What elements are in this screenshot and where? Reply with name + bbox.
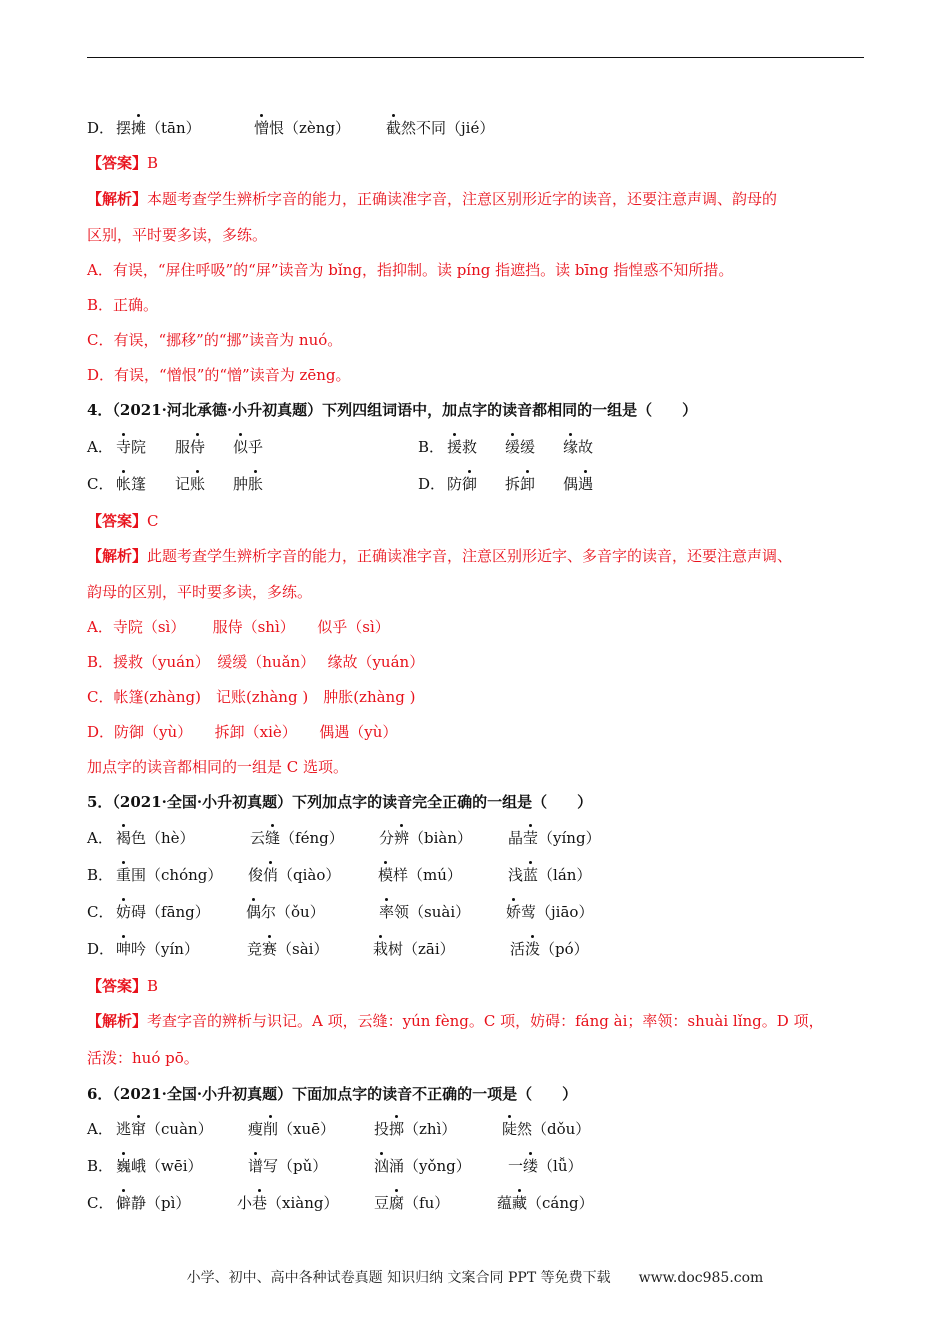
word-text: 云 xyxy=(250,829,266,847)
word-text: 然不同（jié） xyxy=(401,119,495,137)
word-text: 恨（zèng） xyxy=(269,119,351,137)
emphasized-character: 似 xyxy=(233,438,249,456)
q6-option-c-word xyxy=(497,1192,594,1213)
word-text: 树（zāi） xyxy=(388,940,455,958)
q5-option-d-label: D． xyxy=(87,940,115,958)
emphasized-character: 截 xyxy=(386,119,402,137)
word-text: 尔（ǒu） xyxy=(261,903,325,921)
q4-conclusion: 加点字的读音都相同的一组是 C 选项。 xyxy=(87,758,349,776)
word-text: 碍（fāng） xyxy=(131,903,210,921)
emphasized-character: 重 xyxy=(116,866,132,884)
word-text: 摆 xyxy=(116,119,132,137)
q5-option-a-word xyxy=(250,827,344,848)
emphasized-character: 帐 xyxy=(116,475,132,493)
emphasized-character: 遇 xyxy=(578,475,594,493)
word-text: 晶 xyxy=(508,829,524,847)
word-text: 缓 xyxy=(520,438,536,456)
word-text: （fu） xyxy=(404,1194,450,1212)
q4-analysis-c: C．帐篷(zhàng) 记账(zhàng ) 肿胀(zhàng ) xyxy=(87,688,416,706)
emphasized-character: 寺 xyxy=(116,438,132,456)
emphasized-character: 窜 xyxy=(131,1120,147,1138)
q3-analysis-a: A．有误，“屏住呼吸”的“屏”读音为 bǐng，指抑制。读 píng 指遮挡。读 bīng 指惶惑不知所措。 xyxy=(87,261,734,279)
q5-option-b-label: B． xyxy=(87,866,114,884)
q6-option-c-word xyxy=(374,1192,449,1213)
q4-option-c-label: C． xyxy=(87,475,114,493)
q6-option-b-word xyxy=(248,1155,327,1176)
word-text: 救 xyxy=(462,438,478,456)
emphasized-character: 僻 xyxy=(116,1194,132,1212)
emphasized-character: 陡 xyxy=(502,1120,518,1138)
emphasized-character: 巍 xyxy=(116,1157,132,1175)
q5-option-c-word xyxy=(246,901,325,922)
q5-option-d-word xyxy=(373,938,455,959)
word-text: 写（pǔ） xyxy=(263,1157,328,1175)
emphasized-character: 汹 xyxy=(374,1157,390,1175)
word-text: 院 xyxy=(131,438,147,456)
q5-analysis-line-1: 【解析】考查字音的辨析与识记。A 项，云缝：yún fèng。C 项，妨碍：fáng ài；率领：shuài lǐng。D 项， xyxy=(87,1012,824,1030)
word-text: 领（suài） xyxy=(394,903,471,921)
q4-title: 4．（2021·河北承德·小升初真题）下列四组词语中，加点字的读音都相同的一组是（ ） xyxy=(87,401,698,419)
word-text: 莺（jiāo） xyxy=(521,903,594,921)
emphasized-character: 藏 xyxy=(512,1194,528,1212)
emphasized-character: 蓝 xyxy=(523,866,539,884)
emphasized-character: 偶 xyxy=(246,903,262,921)
word-text: 样（mú） xyxy=(393,866,462,884)
q4-option-d-word xyxy=(505,473,535,494)
q4-option-a-word xyxy=(116,436,146,457)
q4-analysis-line-2: 韵母的区别，平时要多读，多练。 xyxy=(87,583,313,601)
q5-title: 5．（2021·全国·小升初真题）下列加点字的读音完全正确的一组是（ ） xyxy=(87,793,593,811)
word-text: （zhì） xyxy=(404,1120,457,1138)
emphasized-character: 援 xyxy=(447,438,463,456)
emphasized-character: 泼 xyxy=(525,940,541,958)
q4-option-c-word xyxy=(175,473,205,494)
emphasized-character: 娇 xyxy=(506,903,522,921)
word-text: （sài） xyxy=(277,940,329,958)
emphasized-character: 辨 xyxy=(394,829,410,847)
emphasized-character: 胀 xyxy=(248,475,264,493)
word-text: 乎 xyxy=(248,438,264,456)
emphasized-character: 率 xyxy=(379,903,395,921)
footer-text: 小学、初中、高中各种试卷真题 知识归纳 文案合同 PPT 等免费下载 www.doc985.com xyxy=(186,1270,764,1286)
q5-option-a-word xyxy=(379,827,472,848)
q6-option-a-word xyxy=(248,1118,335,1139)
q3-option-d-word xyxy=(116,117,201,138)
word-text: 分 xyxy=(379,829,395,847)
word-text: （xiàng） xyxy=(267,1194,339,1212)
word-text: （pó） xyxy=(540,940,589,958)
emphasized-character: 账 xyxy=(190,475,206,493)
q5-option-c-word xyxy=(506,901,593,922)
word-text: 拆 xyxy=(505,475,521,493)
emphasized-character: 俏 xyxy=(263,866,279,884)
q5-option-c-label: C． xyxy=(87,903,114,921)
q6-option-a-word xyxy=(374,1118,456,1139)
word-text: （lǚ） xyxy=(538,1157,583,1175)
word-text: 偶 xyxy=(563,475,579,493)
q5-option-c-word xyxy=(116,901,210,922)
q5-option-b-word xyxy=(116,864,222,885)
q4-option-b-label: B． xyxy=(418,438,445,456)
word-text: （qiào） xyxy=(278,866,341,884)
emphasized-character: 赛 xyxy=(262,940,278,958)
emphasized-character: 栽 xyxy=(373,940,389,958)
word-text: 然（dǒu） xyxy=(517,1120,591,1138)
emphasized-character: 缘 xyxy=(563,438,579,456)
q6-option-b-word xyxy=(116,1155,203,1176)
emphasized-character: 谱 xyxy=(248,1157,264,1175)
q5-option-a-label: A． xyxy=(87,829,113,847)
word-text: 肿 xyxy=(233,475,249,493)
emphasized-character: 腐 xyxy=(389,1194,405,1212)
emphasized-character: 憎 xyxy=(254,119,270,137)
q5-option-b-word xyxy=(378,864,462,885)
word-text: 活 xyxy=(510,940,526,958)
word-text: （lán） xyxy=(538,866,592,884)
q3-option-d-label: D． xyxy=(87,119,115,137)
emphasized-character: 褐 xyxy=(116,829,132,847)
q5-analysis-line-2: 活泼：huó pō。 xyxy=(87,1049,199,1067)
word-text: 防 xyxy=(447,475,463,493)
q5-option-b-word xyxy=(248,864,340,885)
word-text: 吟（yín） xyxy=(131,940,199,958)
q4-option-d-word xyxy=(447,473,477,494)
header-rule xyxy=(87,57,864,58)
word-text: （biàn） xyxy=(409,829,473,847)
word-text: 故 xyxy=(578,438,594,456)
q3-analysis-line-1: 【解析】本题考查学生辨析字音的能力，正确读准字音，注意区别形近字的读音，还要注意声调、韵母的 xyxy=(87,190,778,208)
word-text: 一 xyxy=(508,1157,524,1175)
q6-option-a-word xyxy=(116,1118,213,1139)
q3-analysis-b: B．正确。 xyxy=(87,296,159,314)
q4-option-b-word xyxy=(563,436,593,457)
emphasized-character: 摊 xyxy=(131,119,147,137)
word-text: （cuàn） xyxy=(146,1120,213,1138)
q6-option-b-word xyxy=(508,1155,583,1176)
q5-option-c-word xyxy=(379,901,470,922)
word-text: 小 xyxy=(237,1194,253,1212)
word-text: 涌（yǒng） xyxy=(389,1157,471,1175)
q4-analysis-line-1: 【解析】此题考查学生辨析字音的能力，正确读准字音，注意区别形近字、多音字的读音，还要注意声调、 xyxy=(87,547,793,565)
word-text: 豆 xyxy=(374,1194,390,1212)
emphasized-character: 妨 xyxy=(116,903,132,921)
word-text: 峨（wēi） xyxy=(131,1157,203,1175)
emphasized-character: 呻 xyxy=(116,940,132,958)
emphasized-character: 掷 xyxy=(389,1120,405,1138)
q6-option-b-label: B． xyxy=(87,1157,114,1175)
word-text: 围（chóng） xyxy=(131,866,223,884)
emphasized-character: 卸 xyxy=(520,475,536,493)
word-text: 竞 xyxy=(247,940,263,958)
q5-option-d-word xyxy=(510,938,589,959)
word-text: 记 xyxy=(175,475,191,493)
q6-option-c-word xyxy=(237,1192,339,1213)
emphasized-character: 缝 xyxy=(265,829,281,847)
q3-option-d-word xyxy=(254,117,350,138)
q4-option-d-label: D． xyxy=(418,475,446,493)
q6-option-b-word xyxy=(374,1155,471,1176)
word-text: 投 xyxy=(374,1120,390,1138)
q4-option-d-word xyxy=(563,473,593,494)
q4-option-a-word xyxy=(175,436,205,457)
q5-option-a-word xyxy=(508,827,601,848)
q4-analysis-b: B．援救（yuán） 缓缓（huǎn） 缘故（yuán） xyxy=(87,653,425,671)
q5-answer: 【答案】B xyxy=(87,977,159,995)
emphasized-character: 模 xyxy=(378,866,394,884)
q6-option-c-word xyxy=(116,1192,190,1213)
q5-option-a-word xyxy=(116,827,195,848)
q4-option-c-word xyxy=(116,473,146,494)
word-text: 浅 xyxy=(508,866,524,884)
emphasized-character: 莹 xyxy=(523,829,539,847)
q6-option-a-label: A． xyxy=(87,1120,113,1138)
word-text: 服 xyxy=(175,438,191,456)
q3-analysis-line-2: 区别，平时要多读，多练。 xyxy=(87,226,268,244)
q6-option-c-label: C． xyxy=(87,1194,114,1212)
emphasized-character: 缓 xyxy=(505,438,521,456)
word-text: （tān） xyxy=(146,119,201,137)
emphasized-character: 缕 xyxy=(523,1157,539,1175)
q3-analysis-c: C．有误，“挪移”的“挪”读音为 nuó。 xyxy=(87,331,343,349)
emphasized-character: 侍 xyxy=(190,438,206,456)
q4-option-b-word xyxy=(447,436,477,457)
q3-option-d-word xyxy=(386,117,494,138)
q6-title: 6．（2021·全国·小升初真题）下面加点字的读音不正确的一项是（ ） xyxy=(87,1085,578,1103)
word-text: 色（hè） xyxy=(131,829,195,847)
q4-analysis-d: D．防御（yù） 拆卸（xiè） 偶遇（yù） xyxy=(87,723,398,741)
q4-answer: 【答案】C xyxy=(87,512,159,530)
word-text: 逃 xyxy=(116,1120,132,1138)
emphasized-character: 御 xyxy=(462,475,478,493)
word-text: （xuē） xyxy=(278,1120,336,1138)
q5-option-d-word xyxy=(247,938,328,959)
emphasized-character: 巷 xyxy=(252,1194,268,1212)
word-text: 蕴 xyxy=(497,1194,513,1212)
q3-analysis-d: D．有误，“憎恨”的“憎”读音为 zēng。 xyxy=(87,366,351,384)
q4-option-c-word xyxy=(233,473,263,494)
q4-option-a-label: A． xyxy=(87,438,113,456)
q5-option-b-word xyxy=(508,864,591,885)
word-text: 静（pì） xyxy=(131,1194,191,1212)
q3-answer: 【答案】B xyxy=(87,154,159,172)
word-text: 瘦 xyxy=(248,1120,264,1138)
emphasized-character: 削 xyxy=(263,1120,279,1138)
word-text: （yíng） xyxy=(538,829,601,847)
q4-option-b-word xyxy=(505,436,535,457)
word-text: （cáng） xyxy=(527,1194,594,1212)
word-text: 俊 xyxy=(248,866,264,884)
q4-analysis-a: A．寺院（sì） 服侍（shì） 似乎（sì） xyxy=(87,618,390,636)
q6-option-a-word xyxy=(502,1118,590,1139)
q5-option-d-word xyxy=(116,938,199,959)
word-text: 篷 xyxy=(131,475,147,493)
q4-option-a-word xyxy=(233,436,263,457)
word-text: （féng） xyxy=(280,829,344,847)
